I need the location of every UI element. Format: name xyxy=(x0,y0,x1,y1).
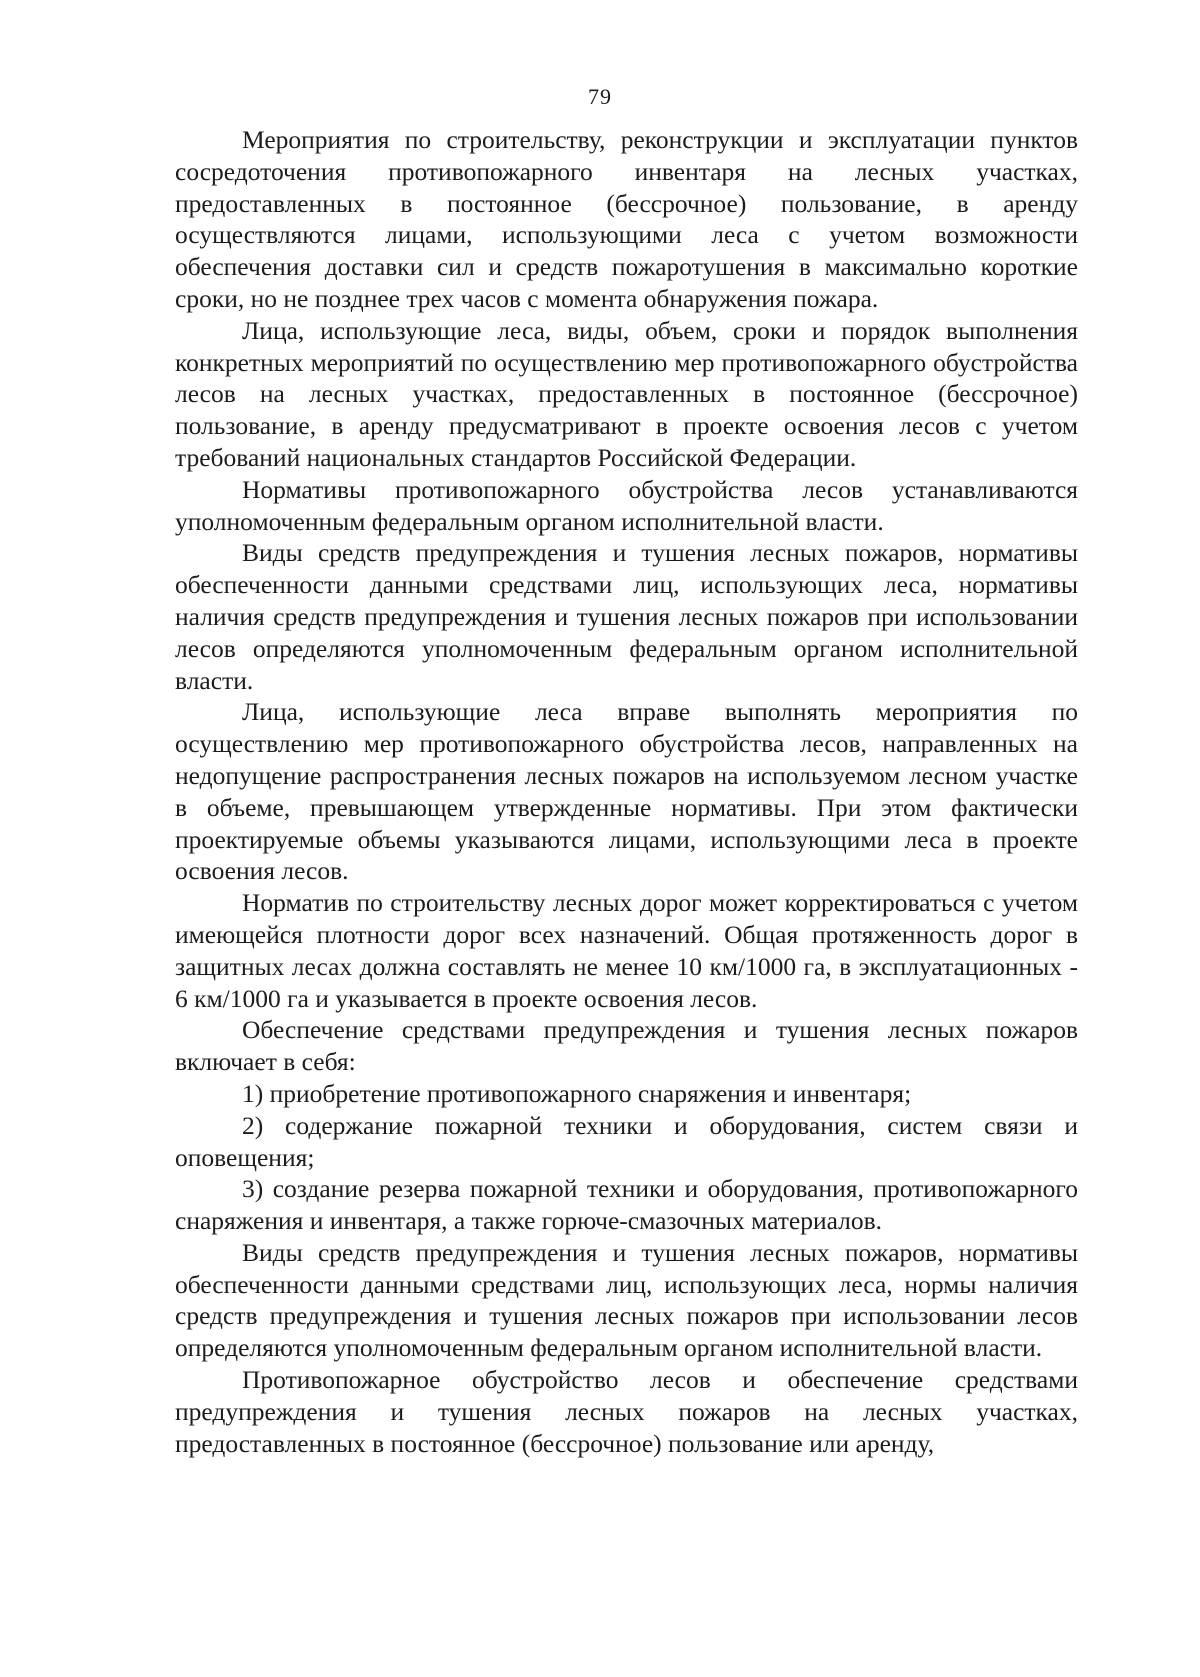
paragraph-5: Лица, использующие леса вправе выполнять мероприятия по осуществлению мер противопожарного обустройства лесов, направленных на недопущение распространения лесных пожаров на используемом лесном участке в объеме, превышающем утвержденные нормативы. При этом фактически проектируемые объемы указываются лицами, использующими леса в проекте освоения лесов. xyxy=(175,697,1078,886)
paragraph-9: Противопожарное обустройство лесов и обеспечение средствами предупреждения и тушения лесных пожаров на лесных участках, предоставленных в постоянное (бессрочное) пользование или аренду, xyxy=(175,1365,1078,1458)
list-item-3: 3) создание резерва пожарной техники и оборудования, противопожарного снаряжения и инвентаря, а также горюче-смазочных материалов. xyxy=(175,1174,1078,1236)
list-item-1: 1) приобретение противопожарного снаряжения и инвентаря; xyxy=(242,1078,912,1108)
paragraph-3: Нормативы противопожарного обустройства лесов устанавливаются уполномоченным федеральным органом исполнительной власти. xyxy=(175,474,1078,536)
list-item-2: 2) содержание пожарной техники и оборудования, систем связи и оповещения; xyxy=(175,1110,1078,1172)
paragraph-1: Мероприятия по строительству, реконструкции и эксплуатации пунктов сосредоточения противопожарного инвентаря на лесных участках, предоставленных в постоянное (бессрочное) пользование, в аренду осуществляются лицами, использующими леса с учетом возможности обеспечения доставки сил и средств пожаротушения в максимально короткие сроки, но не позднее трех часов с момента обнаружения пожара. xyxy=(175,125,1078,313)
document-body xyxy=(175,124,1078,1459)
paragraph-6: Норматив по строительству лесных дорог может корректироваться с учетом имеющейся плотности дорог всех назначений. Общая протяженность дорог в защитных лесах должна составлять не менее 10 км/1000 га, в эксплуатационных - 6 км/1000 га и указывается в проекте освоения лесов. xyxy=(175,888,1078,1013)
paragraph-7: Обеспечение средствами предупреждения и тушения лесных пожаров включает в себя: xyxy=(175,1015,1078,1077)
page-number: 79 xyxy=(588,84,612,109)
paragraph-4: Виды средств предупреждения и тушения лесных пожаров, нормативы обеспеченности данными средствами лиц, использующих леса, нормативы наличия средств предупреждения и тушения лесных пожаров при использовании лесов определяются уполномоченным федеральным органом исполнительной власти. xyxy=(175,538,1078,695)
paragraph-2: Лица, использующие леса, виды, объем, сроки и порядок выполнения конкретных мероприятий по осуществлению мер противопожарного обустройства лесов на лесных участках, предоставленных в постоянное (бессрочное) пользование, в аренду предусматривают в проекте освоения лесов с учетом требований национальных стандартов Российской Федерации. xyxy=(175,315,1078,472)
paragraph-8: Виды средств предупреждения и тушения лесных пожаров, нормативы обеспеченности данными средствами лиц, использующих леса, нормы наличия средств предупреждения и тушения лесных пожаров при использовании лесов определяются уполномоченным федеральным органом исполнительной власти. xyxy=(175,1237,1078,1363)
